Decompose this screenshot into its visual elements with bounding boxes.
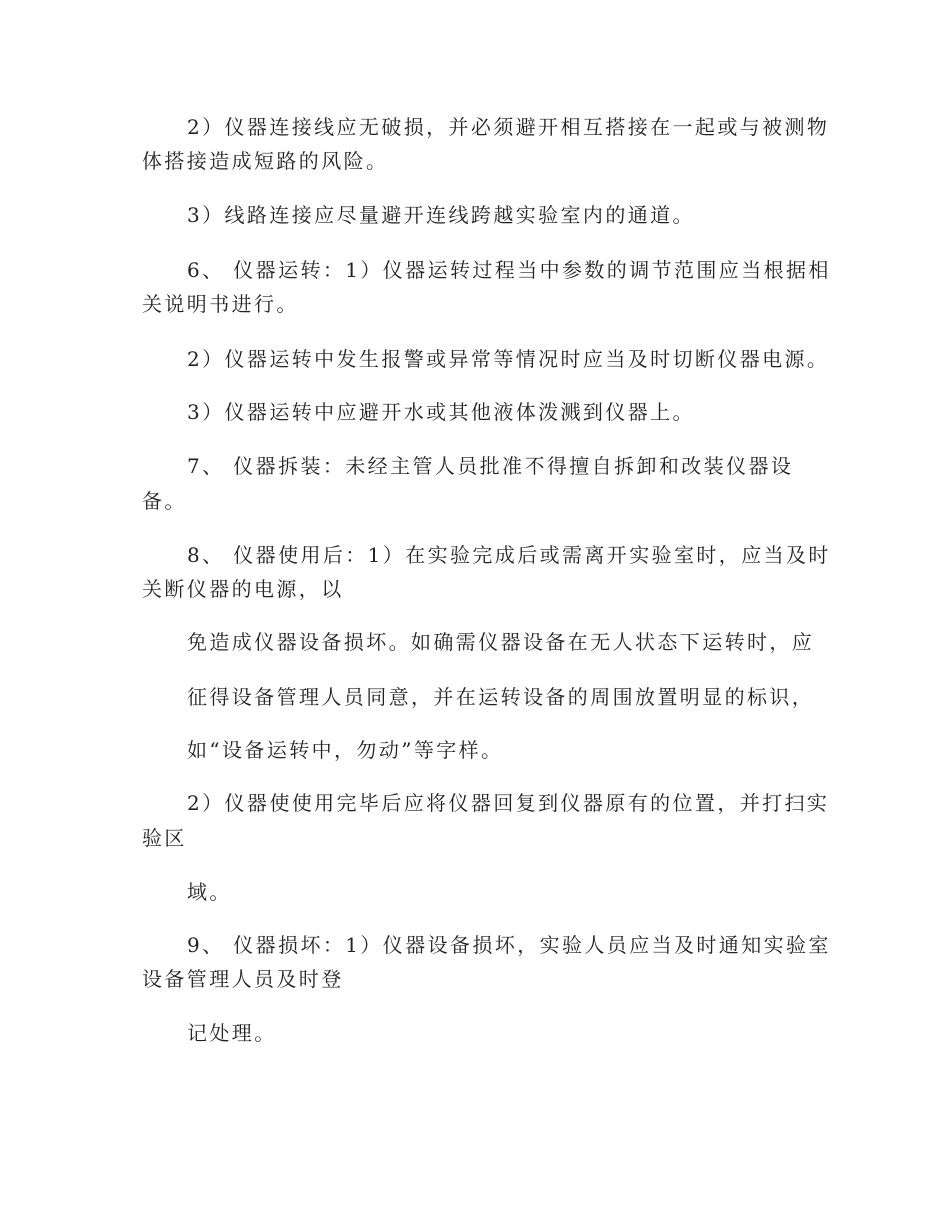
paragraph-10-line-1: 如“设备运转中，勿动”等字样。 xyxy=(187,738,504,762)
paragraph-13-line-1: 9、 仪器损坏：1）仪器设备损坏，实验人员应当及时通知实验室 xyxy=(187,933,831,957)
paragraph-5-line-1: 3）仪器运转中应避开水或其他液体泼溅到仪器上。 xyxy=(187,400,695,424)
paragraph-2-line-1: 3）线路连接应尽量避开连线跨越实验室内的通道。 xyxy=(187,203,695,227)
paragraph-11-line-1: 2）仪器使使用完毕后应将仪器回复到仪器原有的位置，并打扫实 xyxy=(187,791,830,815)
paragraph-6-line-2: 备。 xyxy=(142,489,187,513)
paragraph-7-line-2: 关断仪器的电源，以 xyxy=(142,577,344,601)
paragraph-14-line-1: 记处理。 xyxy=(187,1021,277,1045)
paragraph-4-line-1: 2）仪器运转中发生报警或异常等情况时应当及时切断仪器电源。 xyxy=(187,347,830,371)
paragraph-3-line-1: 6、 仪器运转：1）仪器运转过程当中参数的调节范围应当根据相 xyxy=(187,258,831,282)
paragraph-3-line-2: 关说明书进行。 xyxy=(142,292,299,316)
paragraph-7-line-1: 8、 仪器使用后：1）在实验完成后或需离开实验室时，应当及时 xyxy=(187,543,831,567)
paragraph-11-line-2: 验区 xyxy=(142,826,187,850)
paragraph-12-line-1: 域。 xyxy=(187,880,232,904)
paragraph-1-line-1: 2）仪器连接线应无破损，并必须避开相互搭接在一起或与被测物 xyxy=(187,115,830,139)
paragraph-13-line-2: 设备管理人员及时登 xyxy=(142,967,344,991)
paragraph-9-line-1: 征得设备管理人员同意，并在运转设备的周围放置明显的标识， xyxy=(187,685,815,709)
paragraph-8-line-1: 免造成仪器设备损坏。如确需仪器设备在无人状态下运转时，应 xyxy=(187,630,815,654)
paragraph-6-line-1: 7、 仪器拆装：未经主管人员批准不得擅自拆卸和改装仪器设 xyxy=(187,454,794,478)
paragraph-1-line-2: 体搭接造成短路的风险。 xyxy=(142,149,389,173)
